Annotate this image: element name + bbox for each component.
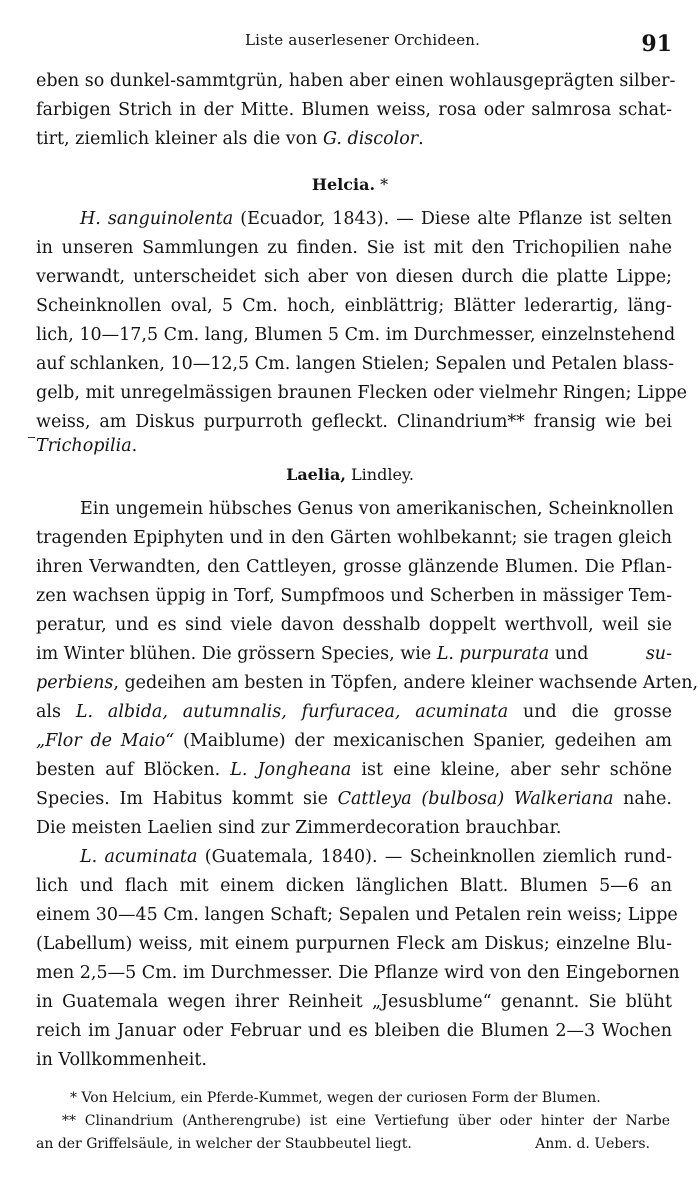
translator-note: Anm. d. Uebers. xyxy=(535,1136,650,1152)
page-number: 91 xyxy=(641,31,672,57)
text-span: und xyxy=(549,644,589,664)
text-line: gelb, mit unregelmässigen braunen Flecken oder vielmehr Ringen; Lippe xyxy=(36,383,688,403)
text-line xyxy=(36,670,698,696)
margin-mark xyxy=(28,437,35,438)
text-line xyxy=(36,433,137,459)
text-line: auf schlanken, 10—12,5 Cm. langen Stielen; Sepalen und Petalen blass- xyxy=(36,354,674,374)
text-line: weiss, am Diskus purpurroth gefleckt. Clinandrium** fransig wie bei xyxy=(36,412,672,432)
text-line xyxy=(36,757,672,783)
text-line: farbigen Strich in der Mitte. Blumen weiss, rosa oder salmrosa schat- xyxy=(36,100,672,120)
text-span: ist eine kleine, aber sehr schöne xyxy=(361,760,672,780)
footnote-clinandrium-cont: an der Griffelsäule, in welcher der Staubbeutel liegt. xyxy=(36,1136,412,1152)
text-line: Scheinknollen oval, 5 Cm. hoch, einblättrig; Blätter lederartig, läng- xyxy=(36,296,672,316)
footnote-helcium: * Von Helcium, ein Pferde-Kummet, wegen der curiosen Form der Blumen. xyxy=(70,1090,601,1106)
text-span: nahe. xyxy=(623,789,672,809)
text-span: (Ecuador, 1843). — Diese alte Pflanze ist selten xyxy=(233,209,673,229)
text-span: (Guatemala, 1840). — Scheinknollen ziemlich rund- xyxy=(197,847,672,867)
species-name: H. sanguinolenta xyxy=(80,209,234,229)
text-line: men 2,5—5 Cm. im Durchmesser. Die Pflanze wird von den Eingebornen xyxy=(36,963,680,983)
author-name: Lindley. xyxy=(345,465,414,484)
section-heading-helcia xyxy=(0,172,700,198)
text-line: verwandt, unterscheidet sich aber von diesen durch die platte Lippe; xyxy=(36,267,672,287)
taxon-name: L. albida, autumnalis, furfuracea, acuminata xyxy=(75,702,509,722)
taxon-name: perbiens xyxy=(36,673,114,693)
text-line xyxy=(80,844,672,870)
taxon-name: G. discolor xyxy=(323,129,419,149)
text-line: zen wachsen üppig in Torf, Sumpfmoos und Scherben in mässiger Tem- xyxy=(36,586,672,606)
text-line: tragenden Epiphyten und in den Gärten wohlbekannt; sie tragen gleich xyxy=(36,528,672,548)
section-heading-laelia xyxy=(0,462,700,488)
text-line xyxy=(36,728,672,754)
text-line xyxy=(36,126,424,152)
text-span: . xyxy=(131,436,138,456)
text-span: besten auf Blöcken. xyxy=(36,760,221,780)
text-span: Species. Im Habitus kommt sie xyxy=(36,789,328,809)
taxon-name: Cattleya (bulbosa) Walkeriana xyxy=(337,789,614,809)
text-line: eben so dunkel-sammtgrün, haben aber einen wohlausgeprägten silber- xyxy=(36,71,676,91)
text-line: in unseren Sammlungen zu finden. Sie ist mit den Trichopilien nahe xyxy=(36,238,672,258)
text-line xyxy=(36,699,672,725)
text-line xyxy=(36,641,672,667)
common-name: „Flor de Maio“ xyxy=(36,731,175,751)
species-name: L. acuminata xyxy=(80,847,198,867)
text-span: , gedeihen am besten in Töpfen, andere kleiner wachsende Arten, xyxy=(113,673,699,693)
text-span: und die grosse xyxy=(522,702,672,722)
genus-name: Laelia, xyxy=(286,465,346,484)
running-title: Liste auserlesener Orchideen. xyxy=(245,31,481,49)
text-line: reich im Januar oder Februar und es bleiben die Blumen 2—3 Wochen xyxy=(36,1021,672,1041)
text-line xyxy=(36,786,672,812)
text-line: Ein ungemein hübsches Genus von amerikanischen, Scheinknollen xyxy=(80,499,674,519)
text-line: lich, 10—17,5 Cm. lang, Blumen 5 Cm. im Durchmesser, einzelnstehend xyxy=(36,325,676,345)
text-line: einem 30—45 Cm. langen Schaft; Sepalen und Petalen rein weiss; Lippe xyxy=(36,905,678,925)
text-span: tirt, ziemlich kleiner als die von xyxy=(36,129,318,149)
page-header xyxy=(0,27,700,57)
text-line: in Vollkommenheit. xyxy=(36,1050,207,1070)
text-line: (Labellum) weiss, mit einem purpurnen Fleck am Diskus; einzelne Blu- xyxy=(36,934,672,954)
text-line: Die meisten Laelien sind zur Zimmerdecoration brauchbar. xyxy=(36,818,562,838)
text-line: in Guatemala wegen ihrer Reinheit „Jesusblume“ genannt. Sie blüht xyxy=(36,992,672,1012)
text-line: ihren Verwandten, den Cattleyen, grosse glänzende Blumen. Die Pflan- xyxy=(36,557,672,577)
text-span: (Maiblume) der mexicanischen Spanier, gedeihen am xyxy=(174,731,672,751)
taxon-name: Trichopilia xyxy=(36,436,132,456)
text-span: als xyxy=(36,702,62,722)
text-span: . xyxy=(418,129,424,149)
taxon-name: L. purpurata xyxy=(436,644,550,664)
text-line xyxy=(80,206,672,232)
text-span: im Winter blühen. Die grössern Species, wie xyxy=(36,644,432,664)
footnote-marker: * xyxy=(375,175,389,194)
taxon-name: su- xyxy=(645,644,672,664)
taxon-name: L. Jongheana xyxy=(230,760,352,780)
text-line: peratur, und es sind viele davon desshalb doppelt werthvoll, weil sie xyxy=(36,615,672,635)
footnote-clinandrium: ** Clinandrium (Antherengrube) ist eine Vertiefung über oder hinter der Narbe xyxy=(62,1113,670,1129)
genus-name: Helcia. xyxy=(311,175,376,194)
text-line: lich und flach mit einem dicken länglichen Blatt. Blumen 5—6 an xyxy=(36,876,672,896)
